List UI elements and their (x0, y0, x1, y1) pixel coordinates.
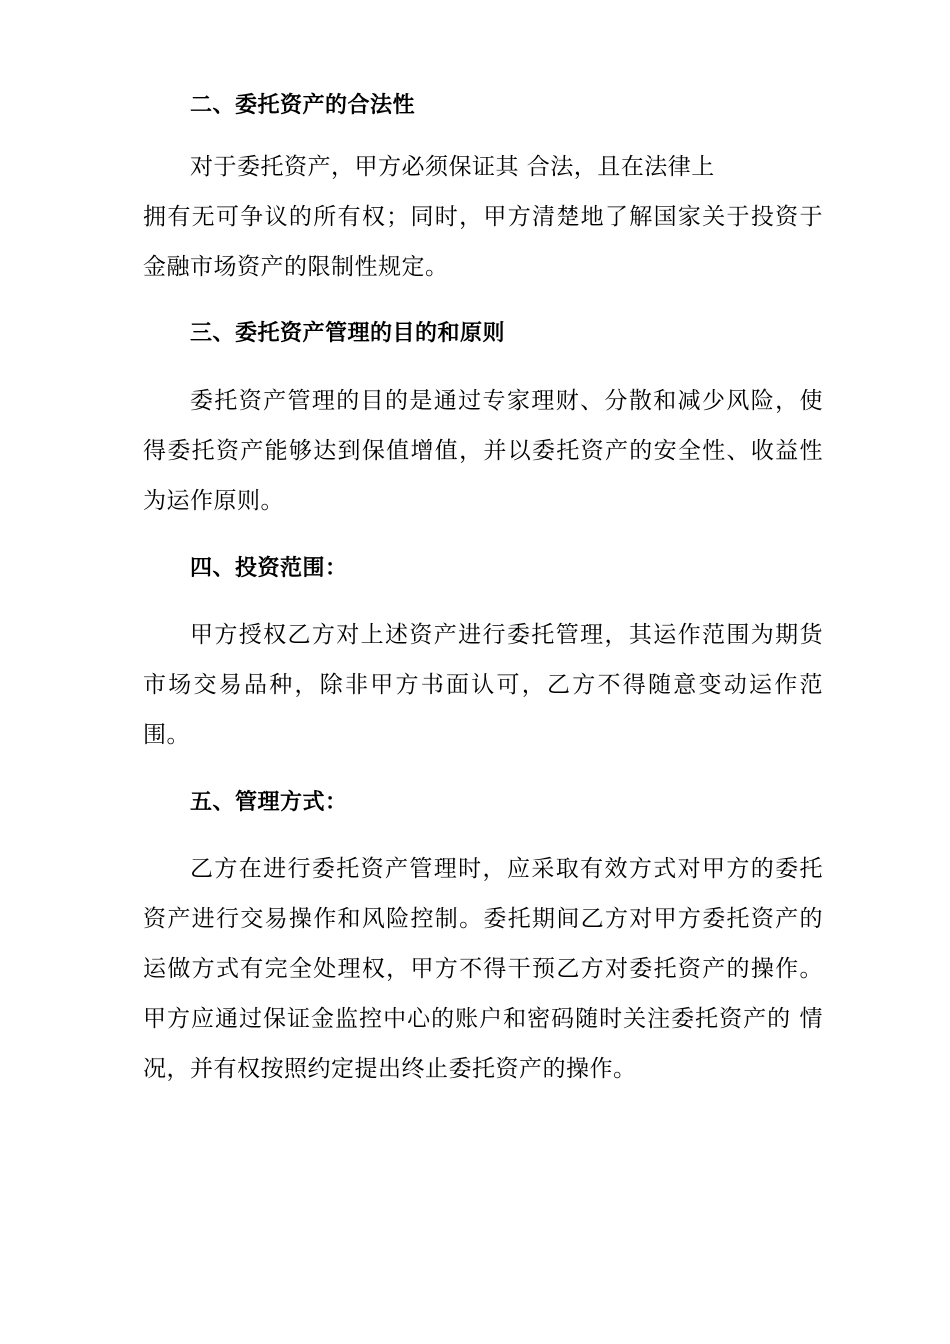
paragraph-line: 甲方授权乙方对上述资产进行委托管理，其运作范围为期货 (190, 622, 823, 648)
paragraph-line: 资产进行交易操作和风险控制。委托期间乙方对甲方委托资产的 (143, 906, 823, 932)
paragraph-line: 况，并有权按照约定提出终止委托资产的操作。 (143, 1056, 637, 1082)
section-heading-2: 二、委托资产的合法性 (190, 93, 416, 118)
paragraph-line: 拥有无可争议的所有权；同时，甲方清楚地了解国家关于投资于 (143, 204, 823, 230)
section-heading-5: 五、管理方式： (190, 790, 348, 815)
paragraph-line: 金融市场资产的限制性规定。 (143, 254, 449, 280)
paragraph-line: 对于委托资产，甲方必须保证其 合法，且在法律上 (190, 154, 715, 180)
section-heading-4: 四、投资范围： (190, 556, 348, 581)
paragraph-line: 乙方在进行委托资产管理时，应采取有效方式对甲方的委托 (190, 856, 823, 882)
paragraph-line: 运做方式有完全处理权，甲方不得干预乙方对委托资产的操作。 (143, 956, 823, 982)
paragraph-line: 得委托资产能够达到保值增值，并以委托资产的安全性、收益性 (143, 438, 823, 464)
section-heading-3: 三、委托资产管理的目的和原则 (190, 321, 506, 346)
paragraph-line: 委托资产管理的目的是通过专家理财、分散和减少风险，使 (190, 388, 823, 414)
paragraph-line: 市场交易品种，除非甲方书面认可，乙方不得随意变动运作范 (143, 672, 823, 698)
paragraph-line: 为运作原则。 (143, 488, 284, 514)
paragraph-line: 围。 (143, 722, 190, 748)
paragraph-line: 甲方应通过保证金监控中心的账户和密码随时关注委托资产的 情 (143, 1006, 823, 1032)
